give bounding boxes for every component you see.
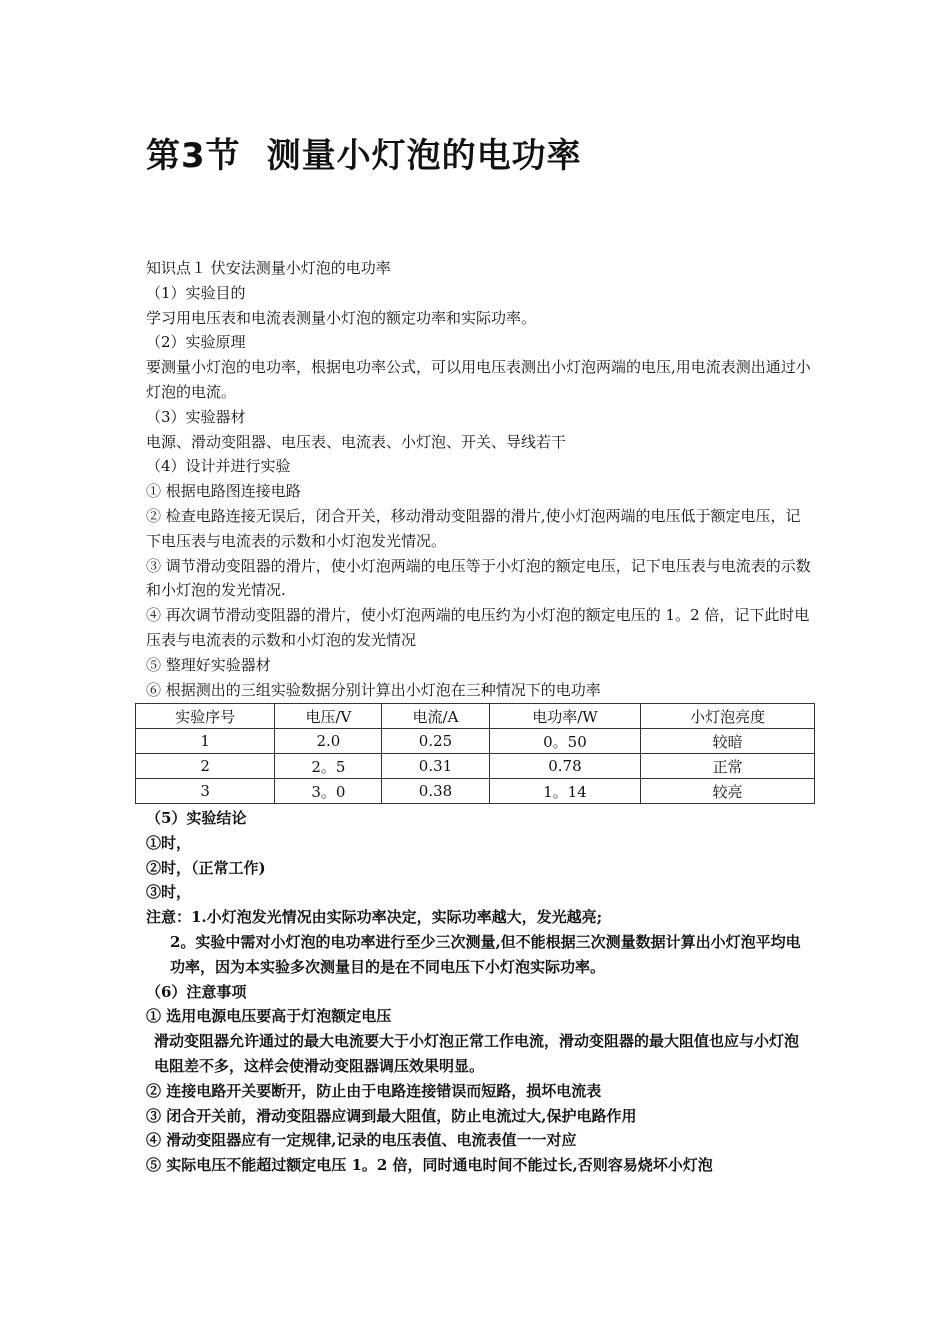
table-header-cell: 电压/V	[275, 704, 382, 729]
table-cell: 3。0	[275, 779, 382, 804]
precaution-3: ③ 闭合开关前，滑动变阻器应调到最大阻值，防止电流过大,保护电路作用	[146, 1106, 637, 1125]
purpose-heading: （1）实验目的	[146, 283, 246, 302]
precaution-1-detail: 滑动变阻器允许通过的最大电流要大于小灯泡正常工作电流，滑动变阻器的最大阻值也应与小灯泡电阻差不多，这样会使滑动变阻器调压效果明显。	[154, 1032, 800, 1075]
conclusion-item-2: ②时，（正常工作)	[146, 858, 266, 877]
conclusion-item-3: ③时，	[146, 883, 192, 902]
equipment-text: 电源、滑动变阻器、电压表、电流表、小灯泡、开关、导线若干	[146, 432, 567, 451]
equipment-heading: （3）实验器材	[146, 407, 246, 426]
table-cell: 较暗	[641, 729, 815, 754]
table-header-cell: 实验序号	[136, 704, 275, 729]
table-cell: 3	[136, 779, 275, 804]
table-cell: 1。14	[489, 779, 641, 804]
table-cell: 0.78	[489, 754, 641, 779]
procedure-step-5: ⑤ 整理好实验器材	[146, 655, 271, 674]
table-header-cell: 电流/A	[382, 704, 489, 729]
table-cell: 1	[136, 729, 275, 754]
conclusion-item-1: ①时，	[146, 833, 192, 852]
section-number: 第3节	[146, 136, 241, 176]
precaution-4: ④ 滑动变阻器应有一定规律,记录的电压表值、电流表值一一对应	[146, 1131, 577, 1150]
table-cell: 0。50	[489, 729, 641, 754]
procedure-step-2: ② 检查电路连接无误后，闭合开关，移动滑动变阻器的滑片,使小灯泡两端的电压低于额定电压，记下电压表与电流表的示数和小灯泡发光情况。	[146, 506, 801, 550]
table-cell: 正常	[641, 754, 815, 779]
table-row	[136, 779, 815, 804]
procedure-step-6: ⑥ 根据测出的三组实验数据分别计算出小灯泡在三种情况下的电功率	[146, 680, 601, 699]
table-header-cell: 电功率/W	[489, 704, 641, 729]
conclusion-heading: （5）实验结论	[146, 809, 247, 827]
conclusion-section	[146, 806, 812, 1178]
knowledge-point-heading: 知识点１ 伏安法测量小灯泡的电功率	[146, 259, 391, 277]
table-header-row	[136, 704, 815, 729]
table-cell: 2.0	[275, 729, 382, 754]
precautions-heading: （6）注意事项	[146, 982, 247, 1001]
table-cell: 0.31	[382, 754, 489, 779]
note-1: 注意：1.小灯泡发光情况由实际功率决定，实际功率越大，发光越亮;	[146, 908, 603, 927]
precaution-5: ⑤ 实际电压不能超过额定电压 1。2 倍，同时通电时间不能过长,否则容易烧坏小灯泡	[146, 1156, 713, 1175]
principle-heading: （2）实验原理	[146, 333, 246, 352]
table-header-cell: 小灯泡亮度	[641, 704, 815, 729]
data-table	[135, 703, 815, 804]
table-row	[136, 754, 815, 779]
page-title	[146, 128, 582, 177]
precaution-2: ② 连接电路开关要断开，防止由于电路连接错误而短路，损坏电流表	[146, 1081, 602, 1100]
section-title: 测量小灯泡的电功率	[266, 136, 582, 176]
procedure-step-1: ① 根据电路图连接电路	[146, 482, 301, 501]
table-cell: 较亮	[641, 779, 815, 804]
table-cell: 2。5	[275, 754, 382, 779]
procedure-step-4: ④ 再次调节滑动变阻器的滑片，使小灯泡两端的电压约为小灯泡的额定电压的 1。2 倍，记下此时电压表与电流表的示数和小灯泡的发光情况	[146, 606, 810, 649]
precaution-1: ① 选用电源电压要高于灯泡额定电压	[146, 1007, 392, 1026]
experiment-content	[146, 256, 812, 702]
table-cell: 0.38	[382, 779, 489, 804]
purpose-text: 学习用电压表和电流表测量小灯泡的额定功率和实际功率。	[146, 308, 537, 327]
table-row	[136, 729, 815, 754]
note-2: 2。实验中需对小灯泡的电功率进行至少三次测量,但不能根据三次测量数据计算出小灯泡平均电功率，因为本实验多次测量目的是在不同电压下小灯泡实际功率。	[170, 932, 801, 976]
principle-text: 要测量小灯泡的电功率，根据电功率公式，可以用电压表测出小灯泡两端的电压,用电流表测出通过小灯泡的电流。	[146, 358, 811, 401]
procedure-heading: （4）设计并进行实验	[146, 457, 291, 476]
table-cell: 0.25	[382, 729, 489, 754]
table-cell: 2	[136, 754, 275, 779]
procedure-step-3: ③ 调节滑动变阻器的滑片，使小灯泡两端的电压等于小灯泡的额定电压，记下电压表与电流表的示数和小灯泡的发光情况.	[146, 556, 811, 600]
